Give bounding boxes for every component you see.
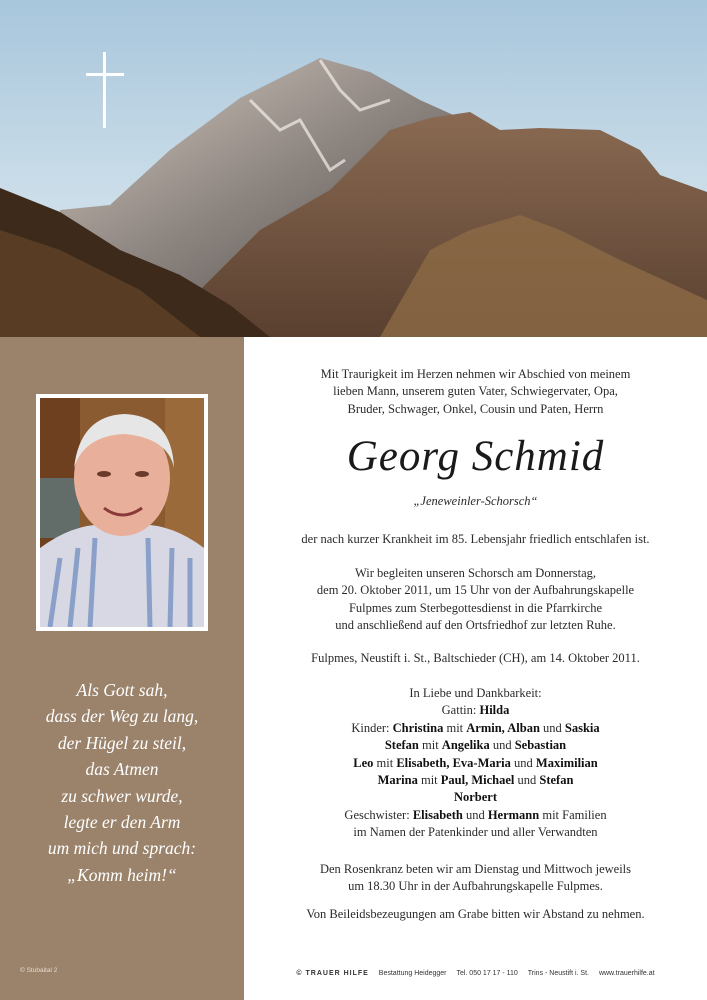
- family-child: Marina mit Paul, Michael und Stefan: [377, 773, 574, 788]
- rosary-line: um 18.30 Uhr in der Aufbahrungskapelle Fulpmes.: [348, 879, 603, 894]
- portrait-photo: [36, 394, 208, 631]
- service-line: und anschließend auf den Ortsfriedhof zur letzten Ruhe.: [335, 618, 616, 633]
- poem-line: „Komm heim!“: [67, 864, 177, 885]
- poem-line: das Atmen: [85, 759, 159, 780]
- family-children: Kinder: Christina mit Armin, Alban und Saskia: [351, 720, 600, 735]
- nickname: „Jeneweinler-Schorsch“: [413, 494, 538, 508]
- photo-credit: © Stubaital 2: [20, 967, 58, 974]
- service-line: Fulpmes zum Sterbegottesdienst in die Pfarrkirche: [348, 600, 603, 615]
- footer-location: Trins - Neustift i. St.: [527, 970, 589, 977]
- family-siblings: Geschwister: Elisabeth und Hermann mit Familien: [344, 807, 607, 822]
- family-wife: Gattin: Hilda: [441, 703, 510, 718]
- sidebar: [0, 337, 244, 1000]
- mountain-landscape-photo: [0, 0, 707, 337]
- service-line: dem 20. Oktober 2011, um 15 Uhr von der Aufbahrungskapelle: [316, 583, 635, 598]
- footer-brand: © TRAUER HILFE: [296, 970, 369, 977]
- poem-line: der Hügel zu steil,: [57, 732, 187, 753]
- poem-line: um mich und sprach:: [47, 838, 197, 859]
- footer-website[interactable]: www.trauerhilfe.at: [598, 970, 655, 977]
- service-details: [244, 565, 707, 635]
- intro-line: Bruder, Schwager, Onkel, Cousin und Paten, Herrn: [347, 401, 604, 416]
- poem-line: legte er den Arm: [63, 812, 181, 833]
- place-date: Fulpmes, Neustift i. St., Baltschieder (CH), am 14. Oktober 2011.: [311, 651, 640, 665]
- family-godchildren: im Namen der Patenkinder und aller Verwandten: [353, 825, 598, 840]
- rosary-text: [244, 861, 707, 896]
- poem: [0, 677, 244, 888]
- footer: [244, 965, 707, 982]
- deceased-name: Georg Schmid: [346, 433, 605, 480]
- service-line: Wir begleiten unseren Schorsch am Donnerstag,: [354, 566, 597, 580]
- family-heading: In Liebe und Dankbarkeit:: [409, 686, 542, 700]
- rosary-line: Den Rosenkranz beten wir am Dienstag und Mittwoch jeweils: [319, 862, 632, 876]
- footer-company: Bestattung Heidegger: [378, 970, 447, 977]
- family-child: Leo mit Elisabeth, Eva-Maria und Maximilian: [353, 755, 598, 770]
- family-child: Stefan mit Angelika und Sebastian: [384, 738, 567, 753]
- poem-line: dass der Weg zu lang,: [45, 706, 199, 727]
- footer-phone: Tel. 050 17 17 - 110: [456, 970, 518, 977]
- poem-line: Als Gott sah,: [76, 680, 168, 700]
- condolence-note: Von Beileidsbezeugungen am Grabe bitten wir Abstand zu nehmen.: [306, 907, 645, 921]
- poem-line: zu schwer wurde,: [61, 785, 183, 806]
- intro-text: [244, 366, 707, 418]
- family-child: Norbert: [453, 790, 498, 805]
- intro-line: Mit Traurigkeit im Herzen nehmen wir Abschied von meinem: [320, 367, 631, 381]
- intro-line: lieben Mann, unserem guten Vater, Schwiegervater, Opa,: [333, 384, 618, 399]
- obituary-text: [244, 337, 707, 1000]
- family-list: [244, 685, 707, 842]
- passing-text: der nach kurzer Krankheit im 85. Lebensjahr friedlich entschlafen ist.: [301, 532, 650, 546]
